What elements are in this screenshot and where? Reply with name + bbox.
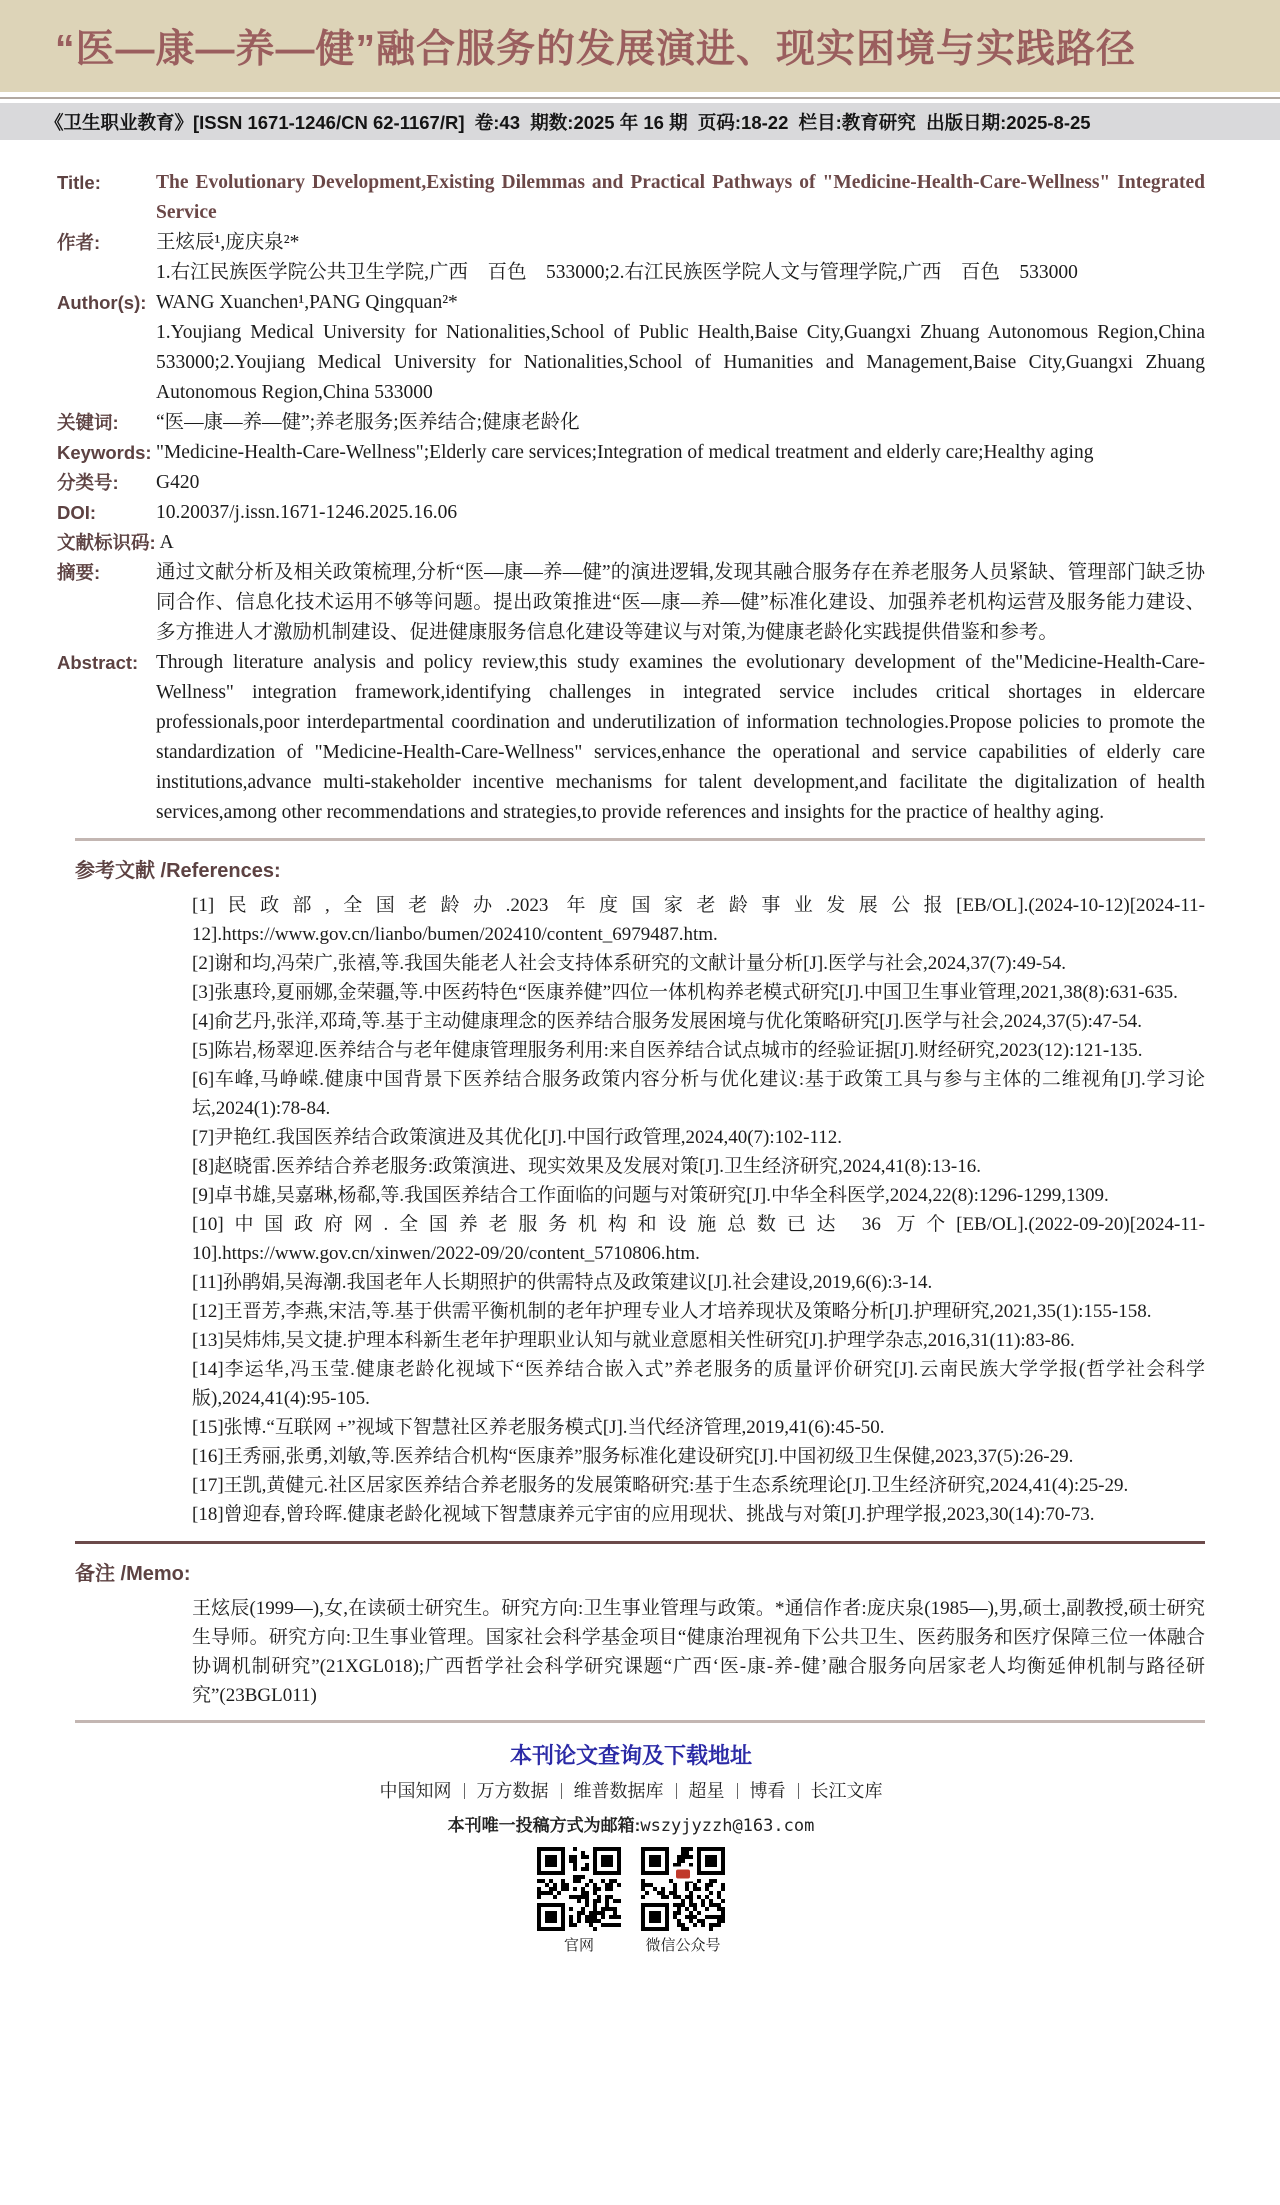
qr-wechat-label: 微信公众号 [645, 1938, 721, 1954]
qr-code-wechat [641, 1847, 725, 1931]
reference-item: [11]孙鹃娟,吴海潮.我国老年人长期照护的供需特点及政策建议[J].社会建设,2019,6(6):3-14. [192, 1272, 933, 1293]
qr-box-wechat [641, 1847, 725, 1955]
article-title-band [0, 0, 1280, 92]
field-row-authors-en [57, 288, 1205, 408]
submission-prefix: 本刊唯一投稿方式为邮箱: [447, 1816, 641, 1835]
field-row-keywords-zh [57, 408, 1205, 438]
memo-top-divider [75, 1541, 1205, 1544]
database-name: 万方数据 [465, 1783, 562, 1799]
header-divider [0, 97, 1280, 99]
qr-box-website [537, 1847, 621, 1955]
article-meta [0, 140, 1280, 1955]
memo-text: 王炫辰(1999—),女,在读硕士研究生。研究方向:卫生事业管理与政策。*通信作者:庞庆泉(1985—),男,硕士,副教授,硕士研究生导师。研究方向:卫生事业管理。国家社会科学基金项目“健康治理视角下公共卫生、医药服务和医疗保障三位一体融合协调机制研究”(21XGL018);广西哲学社会科学研究课题“广西‘医-康-养-健’融合服务向居家老人均衡延伸机制与路径研究”(23BGL011) [192, 1598, 1205, 1706]
reference-item: [10]中国政府网.全国养老服务机构和设施总数已达 36 万个[EB/OL].(2022-09-20)[2024-11-10].https://www.gov.cn/xinwen/2022-09/20/content_5710806.htm. [192, 1214, 1205, 1264]
authors-zh-affiliation: 1.右江民族医学院公共卫生学院,广西 百色 533000;2.右江民族医学院人文与管理学院,广西 百色 533000 [156, 262, 1078, 283]
field-row-abstract-en [57, 648, 1205, 828]
clc-value: G420 [156, 472, 200, 493]
field-row-title [57, 168, 1205, 228]
footer-title: 本刊论文查询及下载地址 [509, 1743, 752, 1768]
reference-item: [17]王凯,黄健元.社区居家医养结合养老服务的发展策略研究:基于生态系统理论[J].卫生经济研究,2024,41(4):25-29. [192, 1475, 1129, 1496]
reference-item: [8]赵晓雷.医养结合养老服务:政策演进、现实效果及发展对策[J].卫生经济研究,2024,41(8):13-16. [192, 1156, 981, 1177]
title-en-value: The Evolutionary Development,Existing Dilemmas and Practical Pathways of "Medicine-Health-Care-Wellness" Integrated Service [156, 172, 1205, 223]
reference-item: [4]俞艺丹,张洋,邓琦,等.基于主动健康理念的医养结合服务发展困境与优化策略研究[J].医学与社会,2024,37(5):47-54. [192, 1011, 1142, 1032]
field-row-doc-code [57, 528, 1205, 558]
keywords-zh-label: 关键词: [57, 412, 119, 433]
field-row-authors-zh [57, 228, 1205, 288]
keywords-en-value: "Medicine-Health-Care-Wellness";Elderly care services;Integration of medical treatment and elderly care;Healthy aging [156, 442, 1094, 463]
database-list [57, 1781, 1205, 1802]
field-row-doi [57, 498, 1205, 528]
journal-info-bar [0, 103, 1280, 140]
references-list [192, 891, 1205, 1529]
reference-item: [6]车峰,马峥嵘.健康中国背景下医养结合服务政策内容分析与优化建议:基于政策工具与参与主体的二维视角[J].学习论坛,2024(1):78-84. [192, 1069, 1205, 1119]
reference-item: [7]尹艳红.我国医养结合政策演进及其优化[J].中国行政管理,2024,40(7):102-112. [192, 1127, 843, 1148]
memo-heading: 备注 /Memo: [75, 1563, 191, 1585]
qr-code-row [57, 1847, 1205, 1955]
doi-label: DOI: [57, 502, 97, 523]
database-name: 长江文库 [810, 1781, 883, 1801]
abstract-en-value: Through literature analysis and policy review,this study examines the evolutionary development of the"Medicine-Health-Care-Wellness" integration framework,identifying challenges in integrated service includes critical shortages in eldercare professionals,poor interdepartmental coordination and underutilization of information technologies.Propose policies to promote the standardization of "Medicine-Health-Care-Wellness" services,enhance the operational and service capabilities of elderly care institutions,advance multi-stakeholder incentive mechanisms for talent development,and facilitate the digitalization of health services,among other recommendations and strategies,to provide references and insights for the practice of healthy aging. [156, 652, 1205, 823]
submission-note [57, 1811, 1205, 1836]
reference-item: [2]谢和均,冯荣广,张禧,等.我国失能老人社会支持体系研究的文献计量分析[J].医学与社会,2024,37(7):49-54. [192, 953, 1066, 974]
reference-item: [14]李运华,冯玉莹.健康老龄化视域下“医养结合嵌入式”养老服务的质量评价研究[J].云南民族大学学报(哲学社会科学版),2024,41(4):95-105. [192, 1359, 1205, 1409]
reference-item: [5]陈岩,杨翠迎.医养结合与老年健康管理服务利用:来自医养结合试点城市的经验证据[J].财经研究,2023(12):121-135. [192, 1040, 1143, 1061]
footer [57, 1723, 1205, 1955]
database-name: 超星 [677, 1783, 738, 1799]
field-row-clc [57, 468, 1205, 498]
authors-zh-label: 作者: [57, 232, 101, 253]
keywords-zh-value: “医—康—养—健”;养老服务;医养结合;健康老龄化 [156, 412, 580, 433]
authors-en-names: WANG Xuanchen¹,PANG Qingquan²* [156, 292, 458, 313]
database-name: 博看 [738, 1783, 799, 1799]
reference-item: [13]吴炜炜,吴文捷.护理本科新生老年护理职业认知与就业意愿相关性研究[J].护理学杂志,2016,31(11):83-86. [192, 1330, 1075, 1351]
references-top-divider [75, 838, 1205, 841]
authors-en-value [156, 288, 1205, 408]
reference-item: [18]曾迎春,曾玲晖.健康老龄化视域下智慧康养元宇宙的应用现状、挑战与对策[J].护理学报,2023,30(14):70-73. [192, 1504, 1095, 1525]
reference-item: [12]王晋芳,李燕,宋洁,等.基于供需平衡机制的老年护理专业人才培养现状及策略分析[J].护理研究,2021,35(1):155-158. [192, 1301, 1152, 1322]
submission-email: wszyjyzzh@163.com [640, 1816, 815, 1836]
wechat-logo-icon [673, 1866, 693, 1881]
page-title: “医—康—养—健”融合服务的发展演进、现实困境与实践路径 [55, 28, 1137, 71]
qr-website-label: 官网 [563, 1938, 594, 1954]
authors-en-label: Author(s): [57, 292, 147, 313]
abstract-en-label: Abstract: [57, 652, 139, 673]
clc-label: 分类号: [57, 472, 119, 493]
authors-zh-value [156, 228, 1205, 288]
qr-code-website [537, 1847, 621, 1931]
abstract-zh-value: 通过文献分析及相关政策梳理,分析“医—康—养—健”的演进逻辑,发现其融合服务存在养老服务人员紧缺、管理部门缺乏协同合作、信息化技术运用不够等问题。提出政策推进“医—康—养—健”标准化建设、加强养老机构运营及服务能力建设、多方推进人才激励机制建设、促进健康服务信息化建设等建议与对策,为健康老龄化实践提供借鉴和参考。 [156, 562, 1205, 643]
field-row-abstract-zh [57, 558, 1205, 648]
authors-en-affiliation: 1.Youjiang Medical University for Nationalities,School of Public Health,Baise City,Guangxi Zhuang Autonomous Region,China 533000;2.Youjiang Medical University for Nationalities,School of Humanities and Management,Baise City,Guangxi Zhuang Autonomous Region,China 533000 [156, 322, 1205, 403]
database-name: 维普数据库 [562, 1783, 677, 1799]
field-row-keywords-en [57, 438, 1205, 468]
reference-item: [3]张惠玲,夏丽娜,金荣疆,等.中医药特色“医康养健”四位一体机构养老模式研究[J].中国卫生事业管理,2021,38(8):631-635. [192, 982, 1178, 1003]
journal-info-text: 《卫生职业教育》[ISSN 1671-1246/CN 62-1167/R] 卷:43 期数:2025 年 16 期 页码:18-22 栏目:教育研究 出版日期:2025-8-25 [45, 111, 1091, 133]
reference-item: [15]张博.“互联网 +”视域下智慧社区养老服务模式[J].当代经济管理,2019,41(6):45-50. [192, 1417, 885, 1438]
reference-item: [1]民政部,全国老龄办.2023 年度国家老龄事业发展公报[EB/OL].(2024-10-12)[2024-11-12].https://www.gov.cn/lianbo/bumen/202410/content_6979487.htm. [192, 895, 1205, 945]
doc-code-value: A [159, 532, 174, 553]
abstract-zh-label: 摘要: [57, 562, 101, 583]
authors-zh-names: 王炫辰¹,庞庆泉²* [156, 232, 300, 253]
references-heading: 参考文献 /References: [75, 860, 281, 882]
title-label: Title: [57, 172, 101, 193]
keywords-en-label: Keywords: [57, 442, 152, 463]
doc-code-label: 文献标识码: [57, 532, 156, 553]
doi-value: 10.20037/j.issn.1671-1246.2025.16.06 [156, 502, 458, 523]
reference-item: [9]卓书雄,吴嘉琳,杨郗,等.我国医养结合工作面临的问题与对策研究[J].中华全科医学,2024,22(8):1296-1299,1309. [192, 1185, 1109, 1206]
database-name: 中国知网 [368, 1783, 465, 1799]
reference-item: [16]王秀丽,张勇,刘敏,等.医养结合机构“医康养”服务标准化建设研究[J].中国初级卫生保健,2023,37(5):26-29. [192, 1446, 1074, 1467]
